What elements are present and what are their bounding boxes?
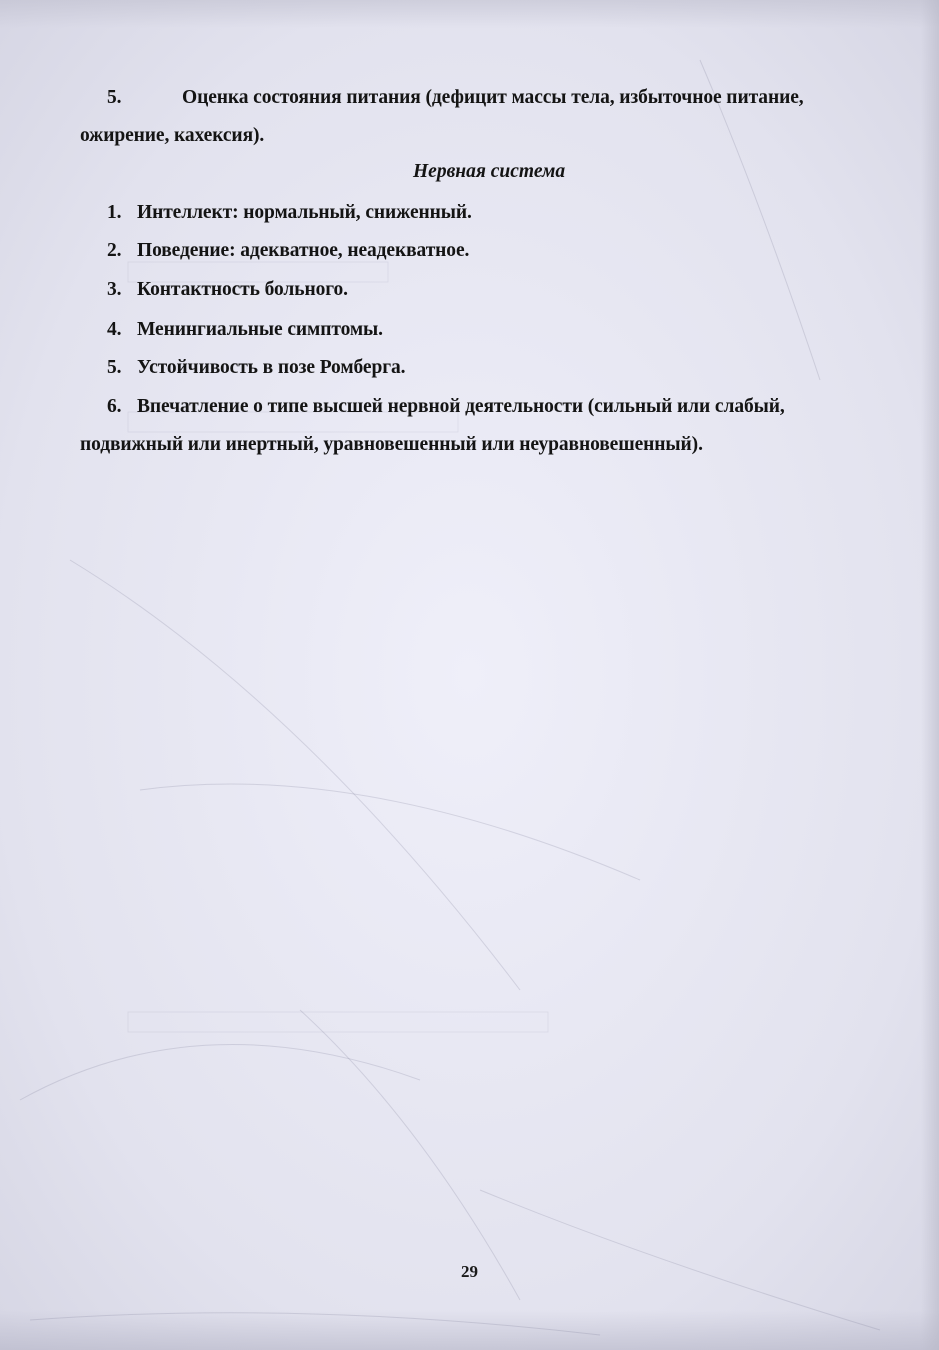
list-item-text: Контактность больного. bbox=[137, 279, 348, 300]
list-number: 1. bbox=[107, 202, 122, 223]
list-item bbox=[107, 239, 469, 263]
list-item-text: Поведение: адекватное, неадекватное. bbox=[137, 240, 470, 261]
list-item bbox=[107, 395, 785, 419]
list-item bbox=[107, 201, 472, 225]
list-item bbox=[107, 318, 383, 342]
page-number: 29 bbox=[461, 1262, 478, 1281]
list-item-text: Менингиальные симптомы. bbox=[137, 319, 383, 340]
list-number: 5. bbox=[107, 87, 122, 108]
list-number: 6. bbox=[107, 396, 122, 417]
nutrition-item-continuation: ожирение, кахексия). bbox=[80, 125, 265, 146]
list-number: 4. bbox=[107, 319, 122, 340]
list-item bbox=[107, 278, 348, 302]
list-item-text: Впечатление о типе высшей нервной деятельности (сильный или слабый, bbox=[137, 396, 785, 417]
list-number: 2. bbox=[107, 240, 122, 261]
list-item-text: Интеллект: нормальный, сниженный. bbox=[137, 202, 472, 223]
section-heading: Нервная система bbox=[413, 161, 566, 182]
list-item-text: Оценка состояния питания (дефицит массы тела, избыточное питание, bbox=[182, 87, 804, 108]
list-item-continuation: подвижный или инертный, уравновешенный или неуравновешенный). bbox=[80, 434, 703, 455]
list-item bbox=[107, 356, 405, 380]
list-number: 5. bbox=[107, 357, 122, 378]
list-item-text: Устойчивость в позе Ромберга. bbox=[137, 357, 406, 378]
list-number: 3. bbox=[107, 279, 122, 300]
nutrition-item bbox=[107, 86, 804, 110]
